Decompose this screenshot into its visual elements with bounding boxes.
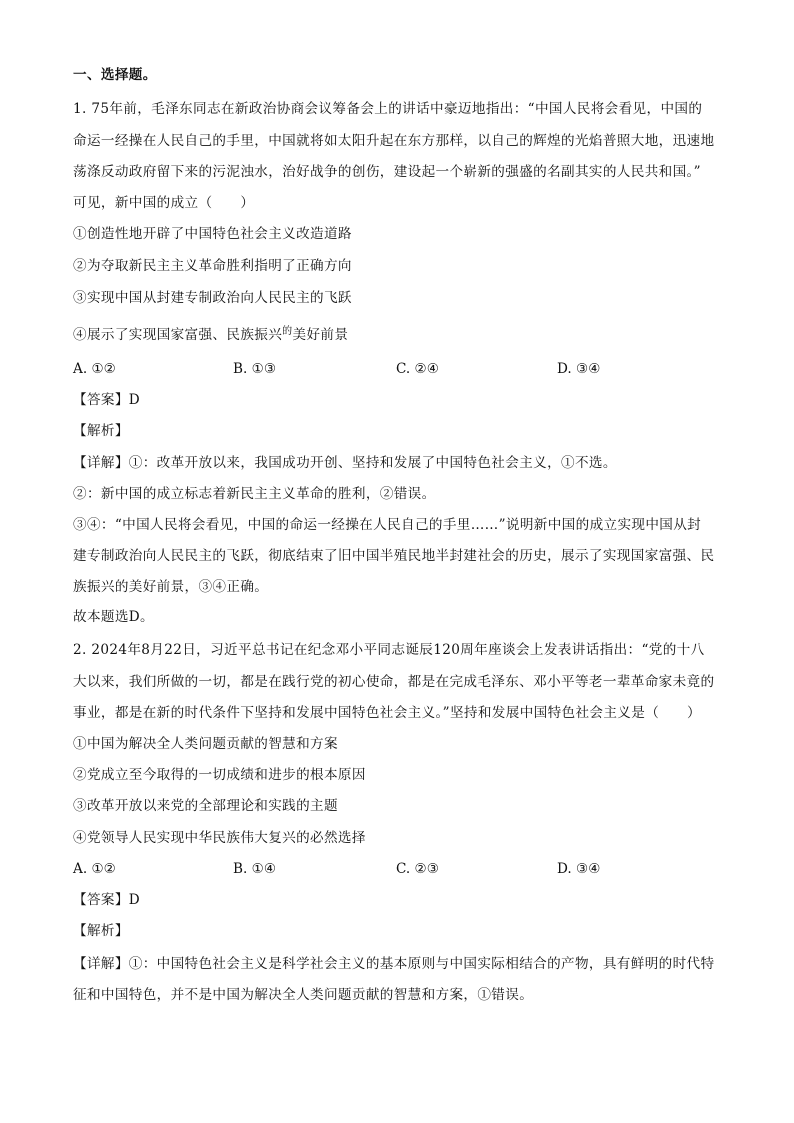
q1-item-1: ①创造性地开辟了中国特色社会主义改造道路 <box>73 226 352 242</box>
q1-item-4 <box>73 323 733 344</box>
q1-detail-line: 族振兴的美好前景，③④正确。 <box>73 579 269 595</box>
q1-stem-line: 荡涤反动政府留下来的污泥浊水，治好战争的创伤，建设起一个崭新的强盛的名副其实的人民共和国。” <box>73 164 701 180</box>
q2-item-3: ③改革开放以来党的全部理论和实践的主题 <box>73 798 338 814</box>
section-title: 一、选择题。 <box>73 67 157 83</box>
q1-option-c: C. ②④ <box>396 361 439 377</box>
q1-item-4-text-b: 美好前景 <box>292 327 349 343</box>
q1-item-4-text-a: ④展示了实现国家富强、民族振兴 <box>73 327 283 343</box>
q2-stem-line: 事业，都是在新的时代条件下坚持和发展中国特色社会主义。”坚持和发展中国特色社会主义是（ ） <box>73 705 701 721</box>
q2-detail-line: 征和中国特色，并不是中国为解决全人类问题贡献的智慧和方案，①错误。 <box>73 987 534 1003</box>
q2-answer: 【答案】D <box>73 892 141 908</box>
q2-option-a: A. ①② <box>73 861 116 877</box>
q1-item-4-superscript: 的 <box>282 326 293 337</box>
q1-option-a: A. ①② <box>73 361 116 377</box>
q1-detail-line: ②：新中国的成立标志着新民主主义革命的胜利，②错误。 <box>73 486 436 502</box>
q2-option-b: B. ①④ <box>233 861 277 877</box>
q1-detail-line: 【详解】①：改革开放以来，我国成功开创、坚持和发展了中国特色社会主义，①不选。 <box>73 455 617 471</box>
q1-stem-line: 1. 75年前，毛泽东同志在新政治协商会议筹备会上的讲话中豪迈地指出：“中国人民将会看见，中国的 <box>73 101 703 117</box>
q2-item-4: ④党领导人民实现中华民族伟大复兴的必然选择 <box>73 830 366 846</box>
q2-item-1: ①中国为解决全人类问题贡献的智慧和方案 <box>73 736 338 752</box>
q1-item-3: ③实现中国从封建专制政治向人民民主的飞跃 <box>73 290 352 306</box>
q1-stem-line: 可见，新中国的成立（ ） <box>73 195 255 211</box>
q1-item-2: ②为夺取新民主主义革命胜利指明了正确方向 <box>73 258 352 274</box>
q1-detail-line: ③④：“中国人民将会看见，中国的命运一经操在人民自己的手里……”说明新中国的成立实现中国从封 <box>73 517 702 533</box>
q2-option-c: C. ②③ <box>396 861 439 877</box>
q2-detail-line: 【详解】①：中国特色社会主义是科学社会主义的基本原则与中国实际相结合的产物，具有鲜明的时代特 <box>73 956 715 972</box>
q2-stem-line: 2. 2024年8月22日，习近平总书记在纪念邓小平同志诞辰120周年座谈会上发表讲话指出：“党的十八 <box>73 642 705 658</box>
q1-analysis-label: 【解析】 <box>73 423 129 439</box>
q2-stem-line: 大以来，我们所做的一切，都是在践行党的初心使命，都是在完成毛泽东、邓小平等老一辈革命家未竟的 <box>73 674 715 690</box>
q1-detail-line: 建专制政治向人民民主的飞跃，彻底结束了旧中国半殖民地半封建社会的历史，展示了实现国家富强、民 <box>73 548 715 564</box>
q1-option-b: B. ①③ <box>233 361 277 377</box>
q2-analysis-label: 【解析】 <box>73 923 129 939</box>
q1-stem-line: 命运一经操在人民自己的手里，中国就将如太阳升起在东方那样，以自己的辉煌的光焰普照大地，迅速地 <box>73 133 715 149</box>
q2-option-d: D. ③④ <box>557 861 601 877</box>
q2-item-2: ②党成立至今取得的一切成绩和进步的根本原因 <box>73 767 366 783</box>
q1-answer: 【答案】D <box>73 392 141 408</box>
q1-detail-line: 故本题选D。 <box>73 609 154 625</box>
q1-option-d: D. ③④ <box>557 361 601 377</box>
